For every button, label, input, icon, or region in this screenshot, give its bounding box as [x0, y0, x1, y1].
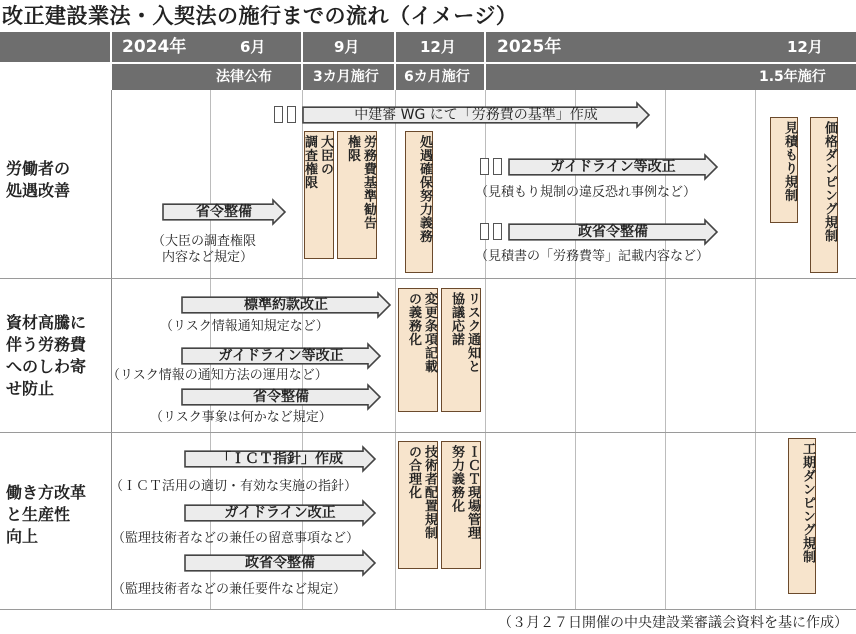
arrow-ordinance-1 [508, 219, 718, 245]
box-line: の合理化 [406, 445, 421, 499]
arrow-label: ガイドライン改正 [224, 505, 336, 521]
box-line: 大臣の [318, 135, 333, 176]
arrow-label: ガイドライン等改正 [550, 159, 676, 175]
box-change-clause [398, 288, 438, 412]
arrow-ordinance-3 [184, 550, 376, 576]
arrow-labor-cost-standard [302, 102, 650, 128]
row-label-line: へのしわ寄 [6, 357, 87, 376]
row-label-line: 処遇改善 [6, 181, 71, 200]
arrow-label: 「ＩＣＴ指針」作成 [217, 451, 343, 467]
row-label-worker-treatment [6, 158, 70, 202]
year-2025: 2025年 [497, 37, 562, 57]
row-label-work-style [6, 482, 86, 548]
box-line: 見積もり規制 [782, 121, 797, 202]
box-labor-cost-recommendation [337, 131, 377, 259]
box-ict-site-management [441, 441, 481, 569]
marker-square [493, 158, 502, 175]
marker-square [480, 158, 489, 175]
box-schedule-dumping [788, 438, 816, 594]
note-ict-guideline: （ＩＣＴ活用の適切・有効な実施の指針） [110, 479, 358, 494]
box-line: 努力義務化 [449, 445, 464, 513]
box-line: 調査権限 [302, 135, 317, 189]
box-estimate-regulation [770, 117, 798, 223]
month-12b: 12月 [787, 38, 823, 56]
grid-vline [755, 90, 756, 610]
box-engineer-placement [398, 441, 438, 569]
box-line: 労務費基準勧告 [361, 135, 376, 230]
arrow-label: 政省令整備 [578, 224, 648, 240]
arrow-guideline-revision-2 [181, 343, 381, 369]
arrow-guideline-revision-3 [184, 500, 376, 526]
arrow-guideline-revision-1 [508, 154, 718, 180]
note-engineer-requirement: （監理技術者などの兼任要件など規定） [112, 582, 347, 597]
note-estimate-labor: （見積書の「労務費等」記載内容など） [475, 249, 710, 264]
marker-square [493, 223, 502, 240]
milestone-promulgation: 法律公布 [216, 69, 272, 85]
box-line: 技術者配置規制 [422, 445, 437, 540]
header-separator [301, 32, 303, 90]
header-separator [110, 32, 112, 90]
note-risk-event: （リスク事象は何かなど規定） [150, 410, 332, 425]
year-2024: 2024年 [122, 37, 187, 57]
arrow-standard-contract [181, 292, 391, 318]
note-estimate-violation: （見積もり規制の違反恐れ事例など） [475, 185, 697, 200]
milestone-3m: 3カ月施行 [313, 69, 379, 85]
note-minister-authority-2: 内容など規定） [162, 250, 254, 265]
month-6: 6月 [240, 38, 266, 56]
grid-hline [0, 278, 856, 279]
month-9: 9月 [334, 38, 360, 56]
box-line: 工期ダンピング規制 [800, 442, 815, 564]
note-risk-info-rule: （リスク情報通知規定など） [160, 319, 329, 334]
grid-hline [0, 432, 856, 433]
arrow-ministerial-ordinance-2 [181, 384, 381, 410]
box-line: ＩＣＴ現場管理 [465, 445, 480, 540]
grid-hline [0, 609, 856, 610]
row-label-material-price [6, 312, 86, 400]
box-minister-authority [304, 131, 334, 259]
marker-square [287, 106, 296, 123]
row-label-line: 伴う労務費 [6, 335, 87, 354]
month-12a: 12月 [420, 38, 456, 56]
header-separator [394, 32, 396, 90]
row-label-line: 働き方改革 [6, 483, 87, 502]
row-label-line: と生産性 [6, 505, 71, 524]
arrow-ict-guideline [184, 446, 376, 472]
box-line: 処遇確保努力義務 [417, 135, 432, 243]
milestone-6m: 6カ月施行 [404, 69, 470, 85]
note-minister-authority-1: （大臣の調査権限 [152, 234, 257, 249]
arrow-ministerial-ordinance-1 [162, 199, 286, 225]
arrow-label: 標準約款改正 [244, 297, 328, 313]
box-line: の義務化 [406, 292, 421, 346]
marker-square [274, 106, 283, 123]
grid-vline [395, 90, 396, 610]
arrow-label: ガイドライン等改正 [218, 348, 344, 364]
row-label-line: 資材高騰に [6, 313, 87, 332]
row-label-line: 向上 [6, 527, 39, 546]
box-line: 変更条項記載 [422, 292, 437, 373]
marker-square [480, 223, 489, 240]
milestone-1-5y: 1.5年施行 [759, 69, 826, 85]
arrow-label: 中建審 WG にて「労務費の基準」作成 [354, 107, 598, 123]
row-label-line: せ防止 [6, 379, 55, 398]
note-risk-info-method: （リスク情報の通知方法の運用など） [107, 368, 328, 383]
box-line: 協議応諾 [449, 292, 464, 346]
box-price-dumping [810, 117, 838, 273]
box-line: 権限 [345, 135, 360, 162]
arrow-label: 政省令整備 [245, 555, 315, 571]
arrow-label: 省令整備 [196, 204, 252, 220]
box-risk-notification [441, 288, 481, 412]
box-line: リスク通知と [465, 292, 480, 373]
diagram-title: 改正建設業法・入契法の施行までの流れ（イメージ） [2, 4, 518, 28]
source-note: （３月２７日開催の中央建設業審議会資料を基に作成） [498, 615, 848, 631]
header-separator [484, 32, 486, 90]
box-treatment-duty [405, 131, 433, 273]
note-engineer-concurrent: （監理技術者などの兼任の留意事項など） [112, 531, 360, 546]
row-label-line: 労働者の [6, 159, 71, 178]
arrow-label: 省令整備 [253, 389, 309, 405]
box-line: 価格ダンピング規制 [822, 121, 837, 243]
